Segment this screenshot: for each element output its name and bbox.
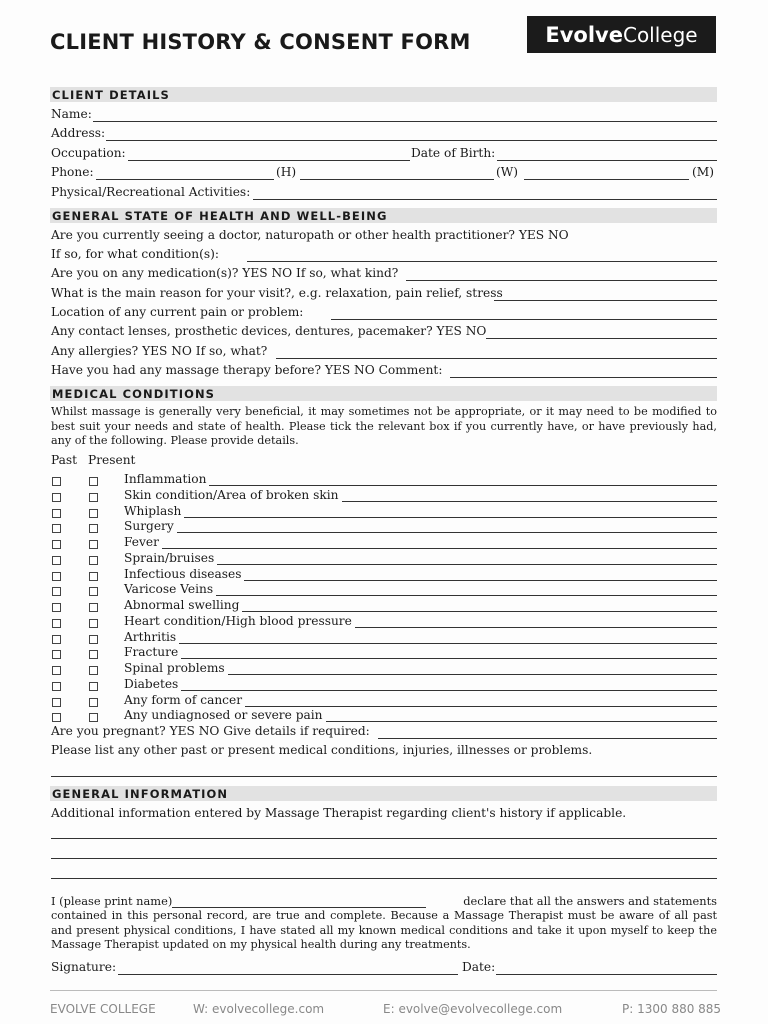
dob-field[interactable]	[497, 160, 717, 161]
past-checkbox[interactable]	[52, 587, 61, 596]
condition-label: Arthritis	[124, 629, 177, 644]
present-checkbox[interactable]	[89, 572, 98, 581]
condition-details-field[interactable]	[209, 485, 717, 486]
condition-label: Skin condition/Area of broken skin	[124, 487, 339, 502]
condition-label: Any undiagnosed or severe pain	[124, 708, 323, 723]
address-label: Address:	[51, 126, 106, 140]
condition-label: Abnormal swelling	[124, 598, 240, 612]
present-checkbox[interactable]	[89, 509, 98, 518]
section-heading-health: GENERAL STATE OF HEALTH AND WELL-BEING	[52, 209, 388, 223]
condition-details-field[interactable]	[177, 532, 717, 533]
section-heading-client-details: CLIENT DETAILS	[52, 88, 170, 102]
present-checkbox[interactable]	[89, 603, 98, 612]
section-heading-medical: MEDICAL CONDITIONS	[52, 387, 216, 401]
condition-details-field[interactable]	[244, 580, 717, 581]
signature-field[interactable]	[118, 974, 458, 975]
past-checkbox[interactable]	[52, 524, 61, 533]
past-checkbox[interactable]	[52, 556, 61, 565]
question-reason-label: What is the main reason for your visit?, e.g. relaxation, pain relief, stress	[51, 286, 503, 300]
condition-field[interactable]	[247, 261, 717, 262]
condition-label: Diabetes	[124, 676, 179, 691]
reason-field[interactable]	[494, 300, 717, 301]
past-checkbox[interactable]	[52, 540, 61, 549]
question-pregnant-label: Are you pregnant? YES NO Give details if required:	[51, 724, 370, 738]
past-checkbox[interactable]	[52, 635, 61, 644]
activities-field[interactable]	[253, 199, 717, 200]
additional-info-line-2[interactable]	[51, 858, 717, 859]
question-condition-label: If so, for what condition(s):	[51, 247, 219, 261]
present-checkbox[interactable]	[89, 524, 98, 533]
allergies-field[interactable]	[276, 358, 717, 359]
declare-statement-start: declare that all the answers and statements	[463, 894, 717, 908]
condition-label: Fever	[124, 535, 159, 549]
additional-info-line-3[interactable]	[51, 878, 717, 879]
name-label: Name:	[51, 107, 92, 121]
question-allergies-label: Any allergies? YES NO If so, what?	[51, 344, 268, 358]
past-checkbox[interactable]	[52, 682, 61, 691]
phone-mobile-label: (M)	[692, 165, 714, 179]
present-checkbox[interactable]	[89, 682, 98, 691]
logo-bold-text: Evolve	[545, 22, 623, 47]
present-checkbox[interactable]	[89, 650, 98, 659]
condition-label: Heart condition/High blood pressure	[124, 613, 352, 628]
activities-label: Physical/Recreational Activities:	[51, 185, 251, 199]
massage-comment-field[interactable]	[450, 377, 717, 378]
present-checkbox[interactable]	[89, 540, 98, 549]
date-label: Date:	[462, 960, 496, 974]
past-checkbox[interactable]	[52, 572, 61, 581]
condition-details-field[interactable]	[179, 643, 717, 644]
footer-college: EVOLVE COLLEGE	[50, 1002, 156, 1016]
past-checkbox[interactable]	[52, 619, 61, 628]
condition-label: Any form of cancer	[124, 692, 243, 707]
question-devices: Any contact lenses, prosthetic devices, dentures, pacemaker? YES NO	[51, 324, 487, 338]
past-checkbox[interactable]	[52, 698, 61, 707]
additional-info-line-1[interactable]	[51, 838, 717, 839]
condition-details-field[interactable]	[162, 548, 717, 549]
condition-details-field[interactable]	[355, 627, 717, 628]
past-checkbox[interactable]	[52, 509, 61, 518]
condition-details-field[interactable]	[181, 658, 717, 659]
past-checkbox[interactable]	[52, 493, 61, 502]
present-checkbox[interactable]	[89, 698, 98, 707]
present-checkbox[interactable]	[89, 587, 98, 596]
present-checkbox[interactable]	[89, 666, 98, 675]
declaration-text: contained in this personal record, are true and complete. Because a Massage Therapist must be aware of all past and present physical conditions, I have stated all my known medical conditions and take it upon myself to keep the Massage Therapist updated on my physical health during any treatments.	[51, 909, 717, 951]
phone-home-label: (H)	[276, 165, 297, 179]
print-name-field[interactable]	[172, 907, 426, 908]
signature-label: Signature:	[51, 960, 117, 974]
condition-details-field[interactable]	[228, 674, 717, 675]
column-past-label: Past	[51, 453, 78, 467]
pain-location-field[interactable]	[331, 319, 717, 320]
condition-details-field[interactable]	[216, 595, 717, 596]
phone-work-field[interactable]	[300, 179, 494, 180]
condition-details-field[interactable]	[217, 564, 717, 565]
address-field[interactable]	[106, 140, 717, 141]
devices-field[interactable]	[486, 338, 717, 339]
condition-label: Surgery	[124, 519, 174, 534]
column-present-label: Present	[88, 453, 136, 467]
present-checkbox[interactable]	[89, 477, 98, 486]
past-checkbox[interactable]	[52, 713, 61, 722]
present-checkbox[interactable]	[89, 713, 98, 722]
condition-label: Varicose Veins	[124, 582, 214, 597]
footer-email: E: evolve@evolvecollege.com	[383, 1002, 563, 1016]
past-checkbox[interactable]	[52, 650, 61, 659]
section-heading-general: GENERAL INFORMATION	[52, 787, 229, 801]
present-checkbox[interactable]	[89, 493, 98, 502]
present-checkbox[interactable]	[89, 635, 98, 644]
condition-details-field[interactable]	[181, 690, 717, 691]
condition-label: Sprain/bruises	[124, 550, 215, 565]
condition-details-field[interactable]	[342, 501, 717, 502]
past-checkbox[interactable]	[52, 477, 61, 486]
other-conditions-field[interactable]	[51, 776, 717, 777]
occupation-field[interactable]	[128, 160, 410, 161]
condition-label: Spinal problems	[124, 661, 225, 675]
page-title: CLIENT HISTORY & CONSENT FORM	[50, 30, 471, 54]
question-medication-label: Are you on any medication(s)? YES NO If so, what kind?	[51, 266, 399, 280]
condition-label: Infectious diseases	[124, 566, 242, 581]
medication-field[interactable]	[406, 280, 717, 281]
pregnant-details-field[interactable]	[378, 738, 717, 739]
occupation-label: Occupation:	[51, 146, 126, 160]
condition-details-field[interactable]	[184, 517, 717, 518]
condition-details-field[interactable]	[245, 706, 717, 707]
date-field[interactable]	[496, 974, 717, 975]
name-field[interactable]	[93, 121, 717, 122]
past-checkbox[interactable]	[52, 603, 61, 612]
medical-intro-text: Whilst massage is generally very beneficial, it may sometimes not be appropriate, or it may need to be modified to best suit your needs and state of health. Please tick the relevant box if you currently have, or have previously had, any of the following. Please provide details.	[51, 405, 717, 447]
logo-light-text: College	[622, 22, 698, 47]
question-practitioner: Are you currently seeing a doctor, naturopath or other health practitioner? YES NO	[51, 228, 569, 242]
declare-name-label: I (please print name)	[51, 894, 173, 908]
phone-work-label: (W)	[496, 165, 519, 179]
phone-label: Phone:	[51, 165, 94, 179]
present-checkbox[interactable]	[89, 556, 98, 565]
question-pain-label: Location of any current pain or problem:	[51, 305, 304, 319]
question-massage-label: Have you had any massage therapy before? YES NO Comment:	[51, 363, 443, 377]
condition-label: Inflammation	[124, 472, 207, 486]
phone-home-field[interactable]	[96, 179, 274, 180]
footer-divider	[50, 990, 717, 991]
phone-mobile-field[interactable]	[524, 179, 689, 180]
footer-phone: P: 1300 880 885	[622, 1002, 722, 1016]
footer-website: W: evolvecollege.com	[193, 1002, 325, 1016]
condition-label: Fracture	[124, 645, 179, 660]
other-conditions-label: Please list any other past or present medical conditions, injuries, illnesses or problems.	[51, 743, 593, 757]
past-checkbox[interactable]	[52, 666, 61, 675]
dob-label: Date of Birth:	[411, 146, 496, 160]
college-logo	[527, 16, 716, 53]
additional-info-label: Additional information entered by Massage Therapist regarding client's history if applicable.	[51, 806, 627, 820]
present-checkbox[interactable]	[89, 619, 98, 628]
condition-details-field[interactable]	[242, 611, 717, 612]
condition-label: Whiplash	[124, 503, 182, 518]
condition-details-field[interactable]	[326, 721, 717, 722]
